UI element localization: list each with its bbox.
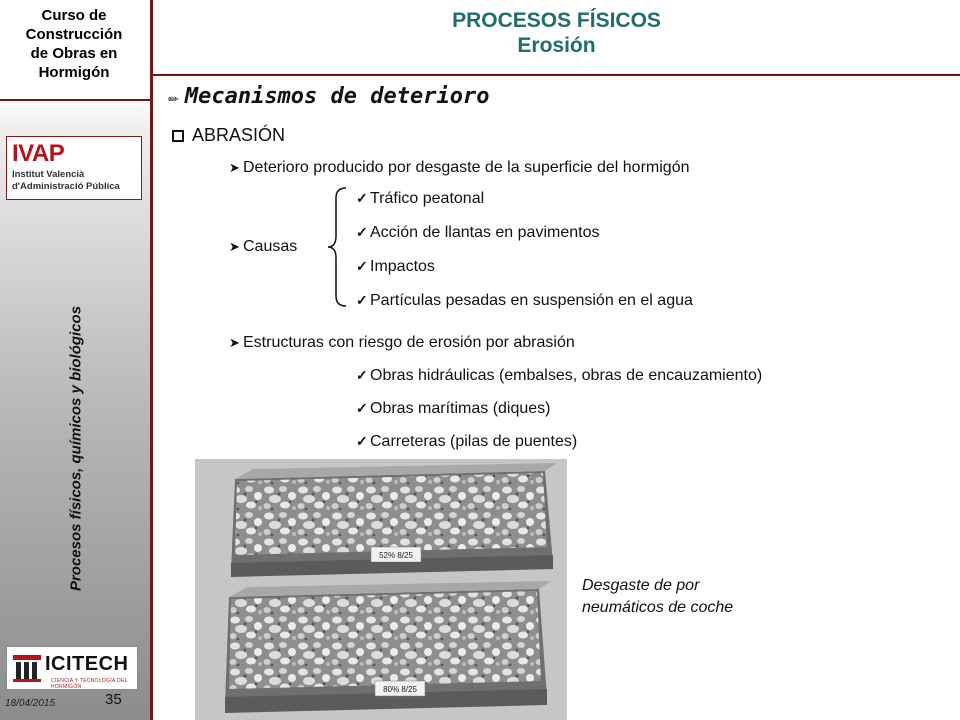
checkmark-icon: ✓ xyxy=(356,190,368,206)
structures-label: Estructuras con riesgo de erosión por abrasión xyxy=(243,334,575,351)
cause-text: Impactos xyxy=(370,258,435,275)
structure-item xyxy=(356,433,577,451)
cause-item xyxy=(356,224,599,242)
specimen-label: 80% 8/25 xyxy=(383,685,417,694)
section-heading-text: Mecanismos de deterioro xyxy=(184,84,490,109)
course-divider xyxy=(0,99,150,101)
structures-bullet xyxy=(229,334,575,352)
slide-subtitle: Erosión xyxy=(517,34,596,57)
arrow-bullet-icon: ➤ xyxy=(229,335,240,350)
ivap-logo-line: d'Administració Pública xyxy=(12,181,120,192)
course-title-line: Construcción xyxy=(25,26,123,43)
cause-text: Acción de llantas en pavimentos xyxy=(370,224,600,241)
icitech-emblem-icon xyxy=(12,653,42,683)
caption-line: neumáticos de coche xyxy=(582,599,734,616)
cause-item xyxy=(356,292,693,310)
checkmark-icon: ✓ xyxy=(356,367,368,383)
course-title xyxy=(0,6,148,82)
arrow-bullet-icon: ➤ xyxy=(229,160,240,175)
cause-item xyxy=(356,190,484,208)
ivap-logo-mark: IVAP xyxy=(12,140,65,167)
definition-text: Deterioro producido por desgaste de la superficie del hormigón xyxy=(243,159,690,176)
ivap-logo xyxy=(6,136,142,200)
icitech-logo xyxy=(6,646,138,690)
cause-text: Tráfico peatonal xyxy=(370,190,485,207)
checkmark-icon: ✓ xyxy=(356,224,368,240)
photo-caption xyxy=(582,575,733,619)
ivap-logo-line: Institut Valencià xyxy=(12,169,85,180)
caption-line: Desgaste de por xyxy=(582,577,700,594)
checkmark-icon: ✓ xyxy=(356,258,368,274)
arrow-bullet-icon: ➤ xyxy=(229,239,240,254)
slide-title xyxy=(153,8,960,58)
causes-bullet xyxy=(229,238,297,256)
checkmark-icon: ✓ xyxy=(356,433,368,449)
abrasion-label: ABRASIÓN xyxy=(192,125,286,145)
checkmark-icon: ✓ xyxy=(356,292,368,308)
abraded-concrete-photo xyxy=(195,459,567,720)
definition-bullet xyxy=(229,159,689,177)
specimen-label: 52% 8/25 xyxy=(379,551,413,560)
structure-text: Carreteras (pilas de puentes) xyxy=(370,433,578,450)
structure-item xyxy=(356,400,551,418)
structure-item xyxy=(356,367,762,385)
course-title-line: de Obras en xyxy=(30,45,118,62)
cause-text: Partículas pesadas en suspensión en el agua xyxy=(370,292,693,309)
checkbox-bullet-icon xyxy=(172,130,184,142)
sidebar-divider xyxy=(150,0,153,720)
slide-date: 18/04/2015 xyxy=(5,698,56,709)
checkmark-icon: ✓ xyxy=(356,400,368,416)
causes-label: Causas xyxy=(243,238,298,255)
structure-text: Obras marítimas (diques) xyxy=(370,400,551,417)
abrasion-heading xyxy=(172,125,285,146)
icitech-wordmark: ICITECH xyxy=(45,653,129,675)
section-heading xyxy=(168,84,489,109)
slide-title-line: PROCESOS FÍSICOS xyxy=(452,9,661,32)
header-divider xyxy=(150,74,960,76)
cause-item xyxy=(356,258,435,276)
concrete-specimens-image xyxy=(195,459,567,720)
pencil-icon: ✏ xyxy=(168,87,179,108)
structure-text: Obras hidráulicas (embalses, obras de encauzamiento) xyxy=(370,367,763,384)
course-title-line: Hormigón xyxy=(38,64,110,81)
slide-number: 35 xyxy=(105,691,122,708)
section-vertical-label: Procesos físicos, químicos y biológicos xyxy=(67,305,85,592)
icitech-tagline: CIENCIA Y TECNOLOGÍA DEL HORMIGÓN xyxy=(51,678,128,690)
course-title-line: Curso de xyxy=(41,7,107,24)
curly-brace-icon xyxy=(326,186,348,308)
ivap-logo-text xyxy=(12,169,120,193)
